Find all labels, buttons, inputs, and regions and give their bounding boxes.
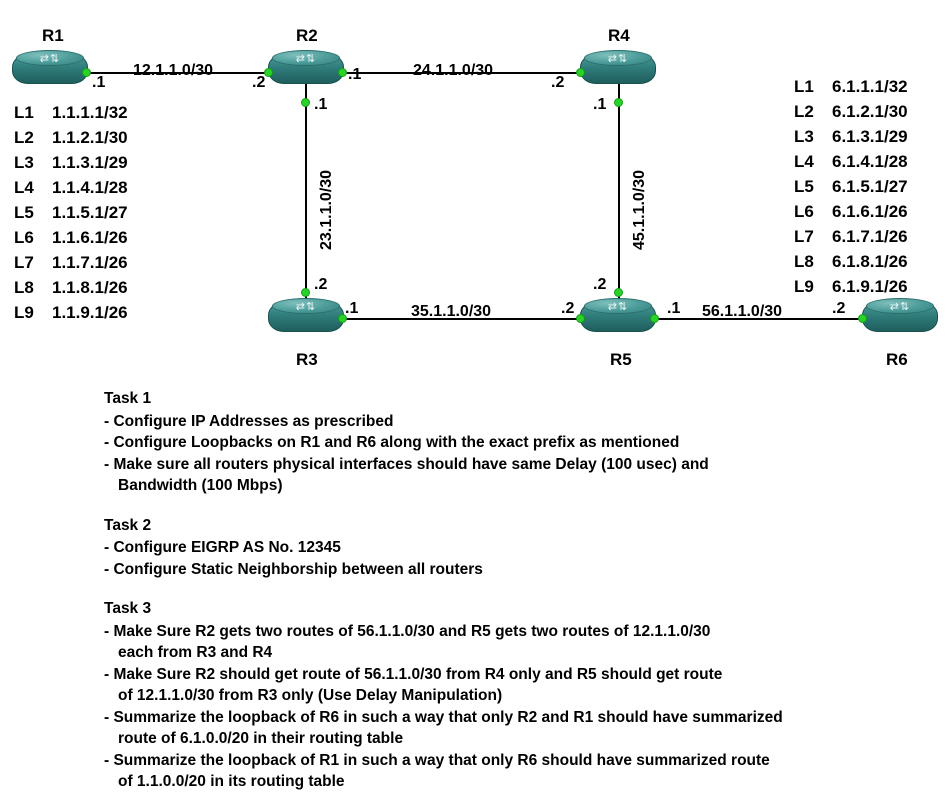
interface-dot-r1-r2: [82, 68, 91, 77]
task-item-continuation: each from R3 and R4: [118, 644, 273, 661]
interface-dot-r5-r6: [650, 314, 659, 323]
iface-label-r4-to-r2: .2: [551, 74, 565, 91]
loopback-name: L7: [14, 253, 34, 272]
task-item-continuation: of 12.1.1.0/30 from R3 only (Use Delay Manipulation): [118, 687, 503, 704]
task-spacer: [104, 580, 934, 598]
task-title: Task 3: [104, 600, 152, 617]
loopback-name: L4: [794, 152, 814, 171]
iface-label-r3-to-r5: .1: [345, 300, 359, 317]
loopback-item: [794, 74, 908, 99]
interface-dot-r2-r1: [264, 68, 273, 77]
loopback-name: L8: [14, 278, 34, 297]
loopback-item: [14, 250, 128, 275]
router-icon-arrows: ⇄⇅: [607, 300, 629, 313]
task-group-1: [104, 388, 934, 497]
iface-label-r3-to-r2: .2: [314, 276, 328, 293]
loopback-name: L4: [14, 178, 34, 197]
iface-label-r4-to-r5: .1: [593, 96, 607, 113]
loopback-name: L2: [14, 128, 34, 147]
router-label-R1: R1: [42, 26, 64, 45]
loopback-addr: 6.1.5.1/27: [832, 177, 908, 196]
network-label-r4-r5: 45.1.1.0/30: [631, 169, 648, 250]
loopback-list-r6: [794, 74, 908, 299]
task-item-continuation: of 1.1.0.0/20 in its routing table: [118, 773, 345, 790]
task-item: - Configure Static Neighborship between all routers: [104, 560, 483, 578]
interface-dot-r5-r3: [576, 314, 585, 323]
task-item: - Configure IP Addresses as prescribed: [104, 412, 394, 430]
loopback-name: L1: [14, 103, 34, 122]
router-icon-arrows: ⇄⇅: [295, 52, 317, 65]
loopback-item: [794, 199, 908, 224]
router-R2[interactable]: [268, 48, 344, 88]
router-icon-arrows: ⇄⇅: [295, 300, 317, 313]
router-label-R4: R4: [608, 26, 630, 45]
router-icon-arrows: ⇄⇅: [889, 300, 911, 313]
loopback-item: [14, 175, 128, 200]
link-r2-r3: [305, 72, 307, 312]
loopback-addr: 6.1.9.1/26: [832, 277, 908, 296]
loopback-name: L3: [794, 127, 814, 146]
loopback-name: L2: [794, 102, 814, 121]
loopback-name: L9: [14, 303, 34, 322]
interface-dot-r3-r2: [301, 288, 310, 297]
loopback-addr: 1.1.5.1/27: [52, 203, 128, 222]
loopback-item: [794, 149, 908, 174]
loopback-item: [14, 100, 128, 125]
loopback-addr: 1.1.8.1/26: [52, 278, 128, 297]
loopback-item: [794, 124, 908, 149]
loopback-addr: 6.1.3.1/29: [832, 127, 908, 146]
network-label-r1-r2: 12.1.1.0/30: [133, 62, 214, 79]
loopback-addr: 6.1.7.1/26: [832, 227, 908, 246]
task-item: - Make Sure R2 gets two routes of 56.1.1.0/30 and R5 gets two routes of 12.1.1.0/30: [104, 622, 711, 640]
loopback-addr: 6.1.4.1/28: [832, 152, 908, 171]
loopback-item: [794, 174, 908, 199]
task-group-2: [104, 515, 934, 581]
router-R5[interactable]: [580, 296, 656, 336]
loopback-addr: 1.1.7.1/26: [52, 253, 128, 272]
loopback-addr: 6.1.2.1/30: [832, 102, 908, 121]
loopback-name: L7: [794, 227, 814, 246]
network-label-r2-r4: 24.1.1.0/30: [413, 62, 494, 79]
loopback-addr: 6.1.6.1/26: [832, 202, 908, 221]
loopback-name: L8: [794, 252, 814, 271]
loopback-addr: 1.1.6.1/26: [52, 228, 128, 247]
task-item: - Summarize the loopback of R6 in such a way that only R2 and R1 should have summarized: [104, 708, 783, 726]
loopback-item: [14, 275, 128, 300]
loopback-item: [14, 150, 128, 175]
loopback-addr: 1.1.4.1/28: [52, 178, 128, 197]
iface-label-r2-to-r4: .1: [348, 66, 362, 83]
iface-label-r2-to-r3: .1: [314, 96, 328, 113]
task-spacer: [104, 497, 934, 515]
interface-dot-r2-r3: [301, 98, 310, 107]
loopback-name: L9: [794, 277, 814, 296]
task-item: - Configure Loopbacks on R1 and R6 along with the exact prefix as mentioned: [104, 434, 680, 451]
iface-label-r5-to-r4: .2: [593, 276, 607, 293]
loopback-addr: 1.1.3.1/29: [52, 153, 128, 172]
router-R6[interactable]: [862, 296, 938, 336]
router-icon-arrows: ⇄⇅: [607, 52, 629, 65]
loopback-name: L5: [14, 203, 34, 222]
router-R4[interactable]: [580, 48, 656, 88]
interface-dot-r6-r5: [858, 314, 867, 323]
task-title: Task 1: [104, 390, 152, 407]
loopback-addr: 6.1.1.1/32: [832, 77, 908, 96]
loopback-item: [794, 99, 908, 124]
loopback-addr: 1.1.2.1/30: [52, 128, 128, 147]
loopback-item: [14, 225, 128, 250]
task-item: - Summarize the loopback of R1 in such a way that only R6 should have summarized route: [104, 751, 770, 769]
task-list: [104, 388, 934, 793]
task-item-continuation: Bandwidth (100 Mbps): [118, 477, 283, 494]
loopback-addr: 1.1.9.1/26: [52, 303, 128, 322]
link-r4-r5: [618, 72, 620, 312]
task-group-3: [104, 598, 934, 793]
task-item: - Make Sure R2 should get route of 56.1.1.0/30 from R4 only and R5 should get route: [104, 665, 723, 683]
task-item-continuation: route of 6.1.0.0/20 in their routing table: [118, 730, 404, 747]
router-R1[interactable]: [12, 48, 88, 88]
interface-dot-r4-r5: [614, 98, 623, 107]
loopback-item: [14, 300, 128, 325]
router-R3[interactable]: [268, 296, 344, 336]
network-label-r3-r5: 35.1.1.0/30: [411, 303, 492, 320]
loopback-name: L3: [14, 153, 34, 172]
loopback-item: [794, 249, 908, 274]
loopback-item: [14, 200, 128, 225]
interface-dot-r2-r4: [338, 68, 347, 77]
iface-label-r2-to-r1: .2: [252, 74, 266, 91]
loopback-name: L6: [794, 202, 814, 221]
network-label-r2-r3: 23.1.1.0/30: [318, 169, 335, 250]
iface-label-r5-to-r3: .2: [561, 300, 575, 317]
loopback-name: L6: [14, 228, 34, 247]
loopback-item: [14, 125, 128, 150]
iface-label-r6-to-r5: .2: [832, 300, 846, 317]
router-label-R2: R2: [296, 26, 318, 45]
loopback-item: [794, 224, 908, 249]
iface-label-r1-to-r2: .1: [92, 74, 106, 91]
router-icon-arrows: ⇄⇅: [39, 52, 61, 65]
iface-label-r5-to-r6: .1: [667, 300, 681, 317]
loopback-name: L5: [794, 177, 814, 196]
task-item: - Configure EIGRP AS No. 12345: [104, 539, 341, 556]
task-title: Task 2: [104, 516, 152, 534]
router-label-R5: R5: [610, 350, 632, 369]
loopback-addr: 6.1.8.1/26: [832, 252, 908, 271]
interface-dot-r5-r4: [614, 288, 623, 297]
router-label-R3: R3: [296, 350, 318, 369]
task-item: - Make sure all routers physical interfaces should have same Delay (100 usec) and: [104, 455, 709, 473]
router-label-R6: R6: [886, 350, 908, 369]
loopback-list-r1: [14, 100, 128, 325]
loopback-addr: 1.1.1.1/32: [52, 103, 128, 122]
loopback-name: L1: [794, 77, 814, 96]
network-label-r5-r6: 56.1.1.0/30: [702, 303, 783, 320]
interface-dot-r4-r2: [576, 68, 585, 77]
loopback-item: [794, 274, 908, 299]
